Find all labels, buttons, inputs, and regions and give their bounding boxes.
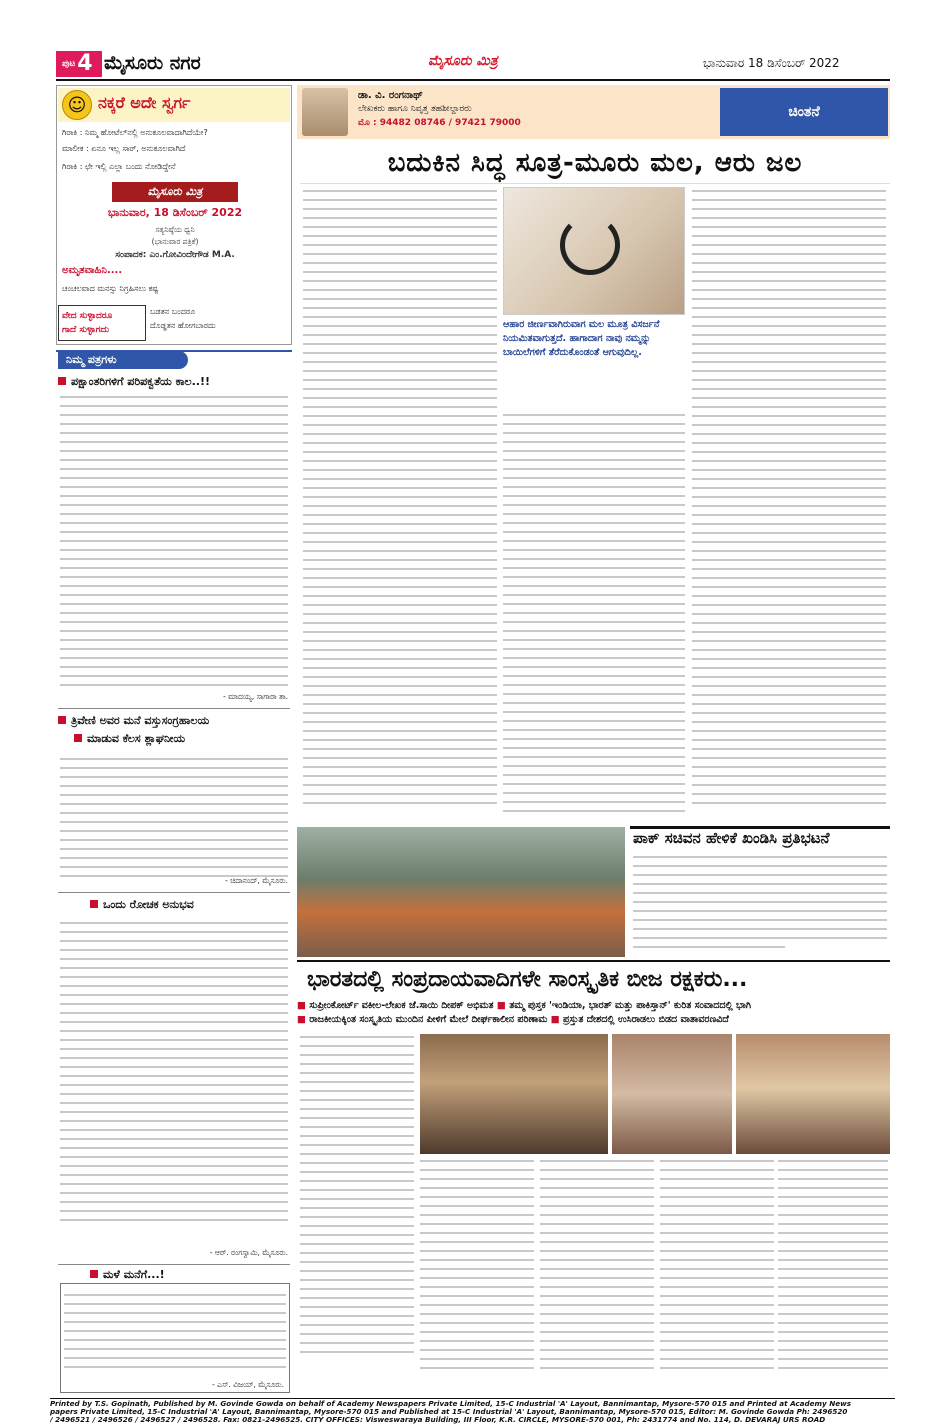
tagline-2: (ಭಾನುವಾರ ಪತ್ರಿಕೆ) — [151, 237, 199, 246]
header-divider — [56, 79, 890, 81]
imprint-line: / 2496521 / 2496526 / 2496527 / 2496528. Fax: 0821-2496525. CITY OFFICES: Visweswaraya Building, III Floor, K.R. CIRCLE, MYSORE-570 001, Ph: 2431774 and No. 114, D. DEVARAJ URS ROAD — [50, 1415, 826, 1424]
letter-signature: - ಚಿದಾನಂದ್, ಮೈಸೂರು. — [225, 876, 288, 885]
amrutha-heading: ಅಮೃತವಾಹಿನಿ.... — [62, 265, 123, 276]
speaker-photo — [420, 1034, 608, 1154]
protest-body — [633, 856, 887, 955]
proverb-label: ವೇದ ಸುಳ್ಳಾದರೂ ಗಾದೆ ಸುಳ್ಳಾಗದು — [58, 305, 146, 341]
joke-title: ನಕ್ಕರೆ ಅದೇ ಸ್ವರ್ಗ — [98, 93, 191, 112]
pull-quote: ಆಹಾರ ಜೀರ್ಣವಾಗಿರುವಾಗ ಮಲ ಮೂತ್ರ ವಿಸರ್ಜನೆ ನಿಯಮಿತವಾಗುತ್ತದೆ. ಹಾಗಾದಾಗ ನಾವು ನಮ್ಮನ್ನು ಬಾಯಿಲೆಗಳಿಗೆ ತೆರೆದುಕೊಂಡಂತೆ ಆಗುವುದಿಲ್ಲ. — [503, 318, 685, 410]
divider — [58, 892, 290, 893]
letter-body — [64, 1294, 286, 1375]
protest-headline: ಪಾಕ್ ಸಚಿವನ ಹೇಳಿಕೆ ಖಂಡಿಸಿ ಪ್ರತಿಭಟನೆ — [633, 829, 830, 847]
article-body-col1 — [303, 190, 497, 811]
story-body-col5 — [778, 1160, 888, 1376]
tagline: ಸತ್ಯನಿಷ್ಠೆಯ ಧ್ವನಿ — [155, 225, 195, 234]
issue-date: ಭಾನುವಾರ 18 ಡಿಸೆಂಬರ್ 2022 — [703, 56, 840, 70]
letter-title-line2: ಮಾಡುವ ಕೆಲಸ ಶ್ಲಾಘನೀಯ — [74, 732, 185, 746]
amrutha-text: ಚಂಚಲವಾದ ಮನಸ್ಸು ನಿಗ್ರಹಿಸಲು ಕಷ್ಟ — [62, 284, 159, 293]
author-name: ಡಾ. ವಿ. ರಂಗನಾಥ್ — [358, 90, 423, 101]
letter-body — [60, 396, 288, 693]
author-designation: ಲೇಖಕರು ಹಾಗೂ ನಿವೃತ್ತ ತಹಶೀಲ್ದಾರರು — [358, 104, 472, 114]
author-photo — [302, 88, 348, 136]
section-title: ಮೈಸೂರು ನಗರ — [104, 52, 201, 74]
masthead-logo: ಮೈಸೂರು ಮಿತ್ರ — [428, 53, 498, 69]
story-body-col4 — [660, 1160, 774, 1376]
joke-line: ಗಿರಾಕಿ : ಛೇ ಇಲ್ಲಿ ಎಲ್ಲಾ ಬಂದು ನೋಡಿದ್ದೇನೆ — [62, 162, 176, 171]
article-body-col3 — [692, 190, 886, 811]
story-body-col2 — [420, 1160, 534, 1376]
mini-masthead: ಮೈಸೂರು ಮಿತ್ರ — [112, 182, 238, 202]
laughing-face-icon: ☺ — [62, 90, 92, 120]
story-subheads: ■ ಸುಪ್ರೀಂಕೋರ್ಟ್ ವಕೀಲ-ಲೇಖಕ ಜೆ.ಸಾಯಿ ದೀಪಕ್ ಅಭಿಮತ ■ ತಮ್ಮ ಪುಸ್ತಕ 'ಇಂಡಿಯಾ, ಭಾರತ್ ಮತ್ತು ಪಾಕಿಸ್ತಾನ್' ಕುರಿತ ಸಂವಾದದಲ್ಲಿ ಭಾಗಿ ■ ರಾಜಕೀಯಕ್ಕಿಂತ ಸಂಸ್ಕೃತಿಯ ಮುಂದಿನ ಪೀಳಿಗೆ ಮೇಲೆ ದೀರ್ಘಕಾಲೀನ ಪರಿಣಾಮ ■ ಪ್ರಸ್ತುತ ದೇಶದಲ್ಲಿ ಉಸಿರಾಡಲು ಬಿಡದ ವಾತಾವರಣವಿದೆ — [297, 1000, 752, 1025]
imprint-line: papers Private Limited, 15-C Industrial 'A' Layout, Bannimantap, Mysore-570 015 and Published at 15-C Industrial 'A' Layout, Bannimantap, Mysore-570 015, Editor: M. Govinde Gowda Ph: 2496520 — [50, 1407, 848, 1416]
mini-date: ಭಾನುವಾರ, 18 ಡಿಸೆಂಬರ್ 2022 — [107, 206, 243, 219]
proverb-text: ಬಡತನ ಬಂದರೂ ದೊಡ್ಡತನ ಹೋಗಬಾರದು — [150, 307, 216, 330]
joke-line: ಗಿರಾಕಿ : ನಿಮ್ಮ ಹೋಟೆಲ್‌ನಲ್ಲಿ ಅನುಕೂಲವಾದಾಗಿದೆಯೇ? — [62, 128, 208, 137]
letters-section-title: ನಿಮ್ಮ ಪತ್ರಗಳು — [58, 351, 188, 369]
letter-title: ಒಂದು ರೋಚಕ ಅನುಭವ — [90, 898, 194, 912]
imprint-line: Printed by T.S. Gopinath, Published by M. Govinde Gowda on behalf of Academy Newspapers Private Limited, 15-C Industrial 'A' Layout, Bannimantap, Mysore-570 015 and Printed at Academy News — [50, 1399, 852, 1408]
article-headline: ಬದುಕಿನ ಸಿದ್ಧ ಸೂತ್ರ-ಮೂರು ಮಲ, ಆರು ಜಲ — [300, 142, 890, 184]
audience-photo — [612, 1034, 732, 1154]
divider — [58, 708, 290, 709]
story-body-col3 — [540, 1160, 654, 1376]
joke-line: ಮಾಲೀಕ : ಏನೂ ಇಲ್ಲ ಸಾರ್, ಅನುಕೂಲವಾಗಿದೆ — [62, 144, 186, 153]
column-label: ಚಿಂತನೆ — [720, 88, 888, 136]
page-number: $^{ಪುಟ}$4 — [56, 51, 102, 77]
letter-signature: - ಆರ್. ರಂಗಸ್ವಾಮಿ, ಮೈಸೂರು. — [209, 1248, 288, 1257]
letter-signature: - ಎಸ್. ವಿಜಯ್, ಮೈಸೂರು. — [212, 1380, 284, 1389]
letter-body — [60, 922, 288, 1228]
divider — [58, 1264, 290, 1265]
story-body-col1 — [300, 1036, 414, 1360]
letter-title: ಮಳೆ ಮನೆಗೆ...! — [90, 1268, 165, 1282]
felicitation-photo — [736, 1034, 890, 1154]
letter-title: ತ್ರಿವೇಣಿ ಅವರ ಮನೆ ವಸ್ತುಸಂಗ್ರಹಾಲಯ — [58, 714, 209, 728]
letter-title: ಪಕ್ಷಾಂತರಿಗಳಿಗೆ ಪರಿಪಕ್ವತೆಯ ಕಾಲ..!! — [58, 375, 210, 389]
editor-credit: ಸಂಪಾದಕ: ಎಂ.ಗೋವಿಂದೇಗೌಡ M.A. — [115, 250, 235, 260]
letter-body — [60, 758, 288, 884]
article-body-col2 — [503, 414, 685, 819]
author-phone: ಮೊ : 94482 08746 / 97421 79000 — [358, 118, 521, 128]
letter-signature: - ಮಾದಯ್ಯ, ಸಾಗಾರಾ ತಾ. — [223, 692, 288, 701]
story-headline: ಭಾರತದಲ್ಲಿ ಸಂಪ್ರದಾಯವಾದಿಗಳೇ ಸಾಂಸ್ಕೃತಿಕ ಬೀಜ ರಕ್ಷಕರು... — [297, 960, 890, 996]
stethoscope-icon — [560, 215, 620, 275]
protest-photo — [297, 827, 625, 957]
